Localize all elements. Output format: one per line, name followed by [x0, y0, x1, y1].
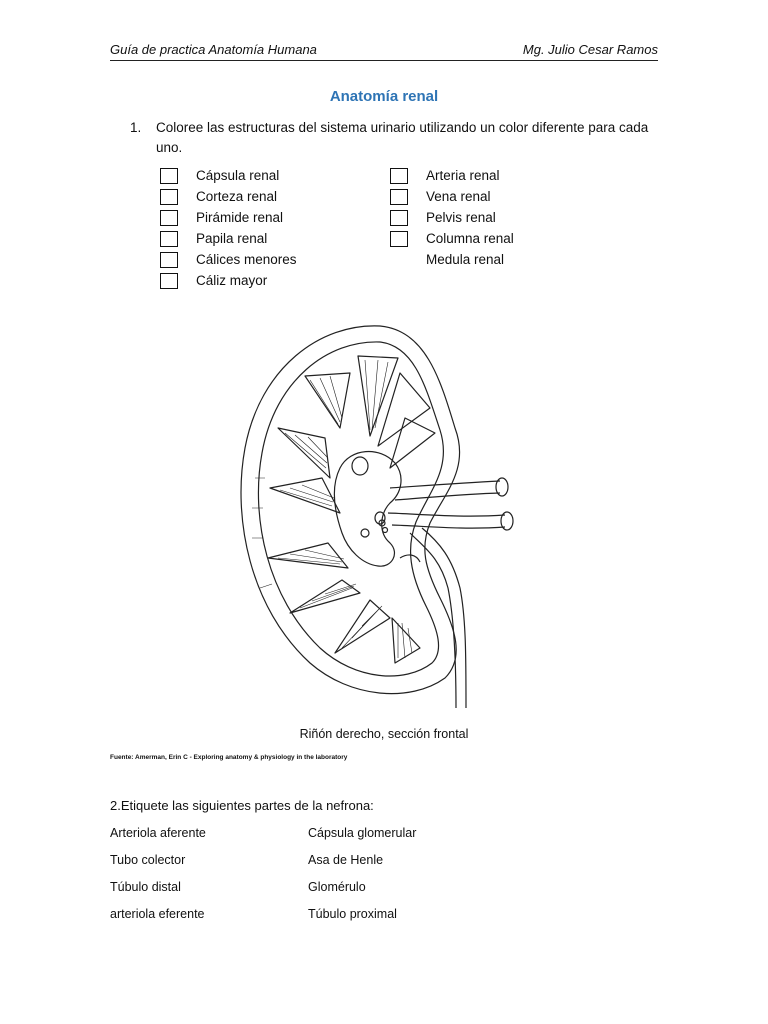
checkbox[interactable]	[160, 231, 178, 247]
header-left: Guía de practica Anatomía Humana	[110, 42, 317, 57]
checklist-item	[160, 207, 297, 228]
checklist-item	[160, 249, 297, 270]
checklist-item	[160, 228, 297, 249]
checkbox[interactable]	[160, 273, 178, 289]
term: arteriola eferente	[110, 907, 205, 921]
figure-caption: Riñón derecho, sección frontal	[299, 727, 469, 741]
checklist-label: Cáliz mayor	[196, 273, 268, 288]
checklist-label: Columna renal	[426, 231, 514, 246]
term: Arteriola aferente	[110, 826, 206, 840]
question-1	[130, 118, 660, 158]
checkbox[interactable]	[160, 168, 178, 184]
checkbox[interactable]	[160, 252, 178, 268]
question-2-text: 2.Etiquete las siguientes partes de la nefrona:	[110, 798, 374, 813]
term: Túbulo proximal	[308, 907, 397, 921]
checklist-item	[390, 207, 514, 228]
checklist-item	[160, 270, 297, 291]
figure-source: Fuente: Amerman, Erin C - Exploring anatomy & physiology in the laboratory	[110, 754, 348, 761]
page-title: Anatomía renal	[329, 88, 439, 105]
terms-right-column	[308, 826, 416, 934]
term: Asa de Henle	[308, 853, 384, 867]
term: Cápsula glomerular	[308, 826, 417, 840]
checklist-label: Pirámide renal	[196, 210, 284, 225]
header-right: Mg. Julio Cesar Ramos	[522, 42, 658, 57]
checklist-left	[160, 165, 297, 291]
checkbox[interactable]	[390, 231, 408, 247]
checklist-label: Medula renal	[426, 252, 505, 267]
checklist-label: Corteza renal	[196, 189, 278, 204]
term: Tubo colector	[110, 853, 186, 867]
question-1-text: Coloree las estructuras del sistema urinario utilizando un color diferente para cada uno.	[156, 120, 649, 155]
checkbox[interactable]	[160, 210, 178, 226]
checklist-label: Arteria renal	[426, 168, 500, 183]
checklist-item	[390, 249, 514, 270]
checklist-label: Pelvis renal	[426, 210, 496, 225]
checklist-item	[390, 228, 514, 249]
checkbox[interactable]	[390, 189, 408, 205]
checkbox[interactable]	[160, 189, 178, 205]
checklist-label: Cápsula renal	[196, 168, 280, 183]
page-header	[110, 42, 658, 61]
checkbox-placeholder	[390, 252, 408, 268]
checklist-label: Cálices menores	[196, 252, 297, 267]
checklist-item	[390, 165, 514, 186]
term: Túbulo distal	[110, 880, 181, 894]
kidney-frontal-section-illustration	[230, 318, 520, 713]
checklist-right	[390, 165, 514, 270]
question-1-number: 1.	[130, 120, 142, 135]
checklist-item	[160, 165, 297, 186]
term: Glomérulo	[308, 880, 366, 894]
checkbox[interactable]	[390, 168, 408, 184]
checklist-label: Vena renal	[426, 189, 491, 204]
checklist-label: Papila renal	[196, 231, 268, 246]
terms-left-column	[110, 826, 206, 934]
checklist-item	[160, 186, 297, 207]
checkbox[interactable]	[390, 210, 408, 226]
checklist-item	[390, 186, 514, 207]
